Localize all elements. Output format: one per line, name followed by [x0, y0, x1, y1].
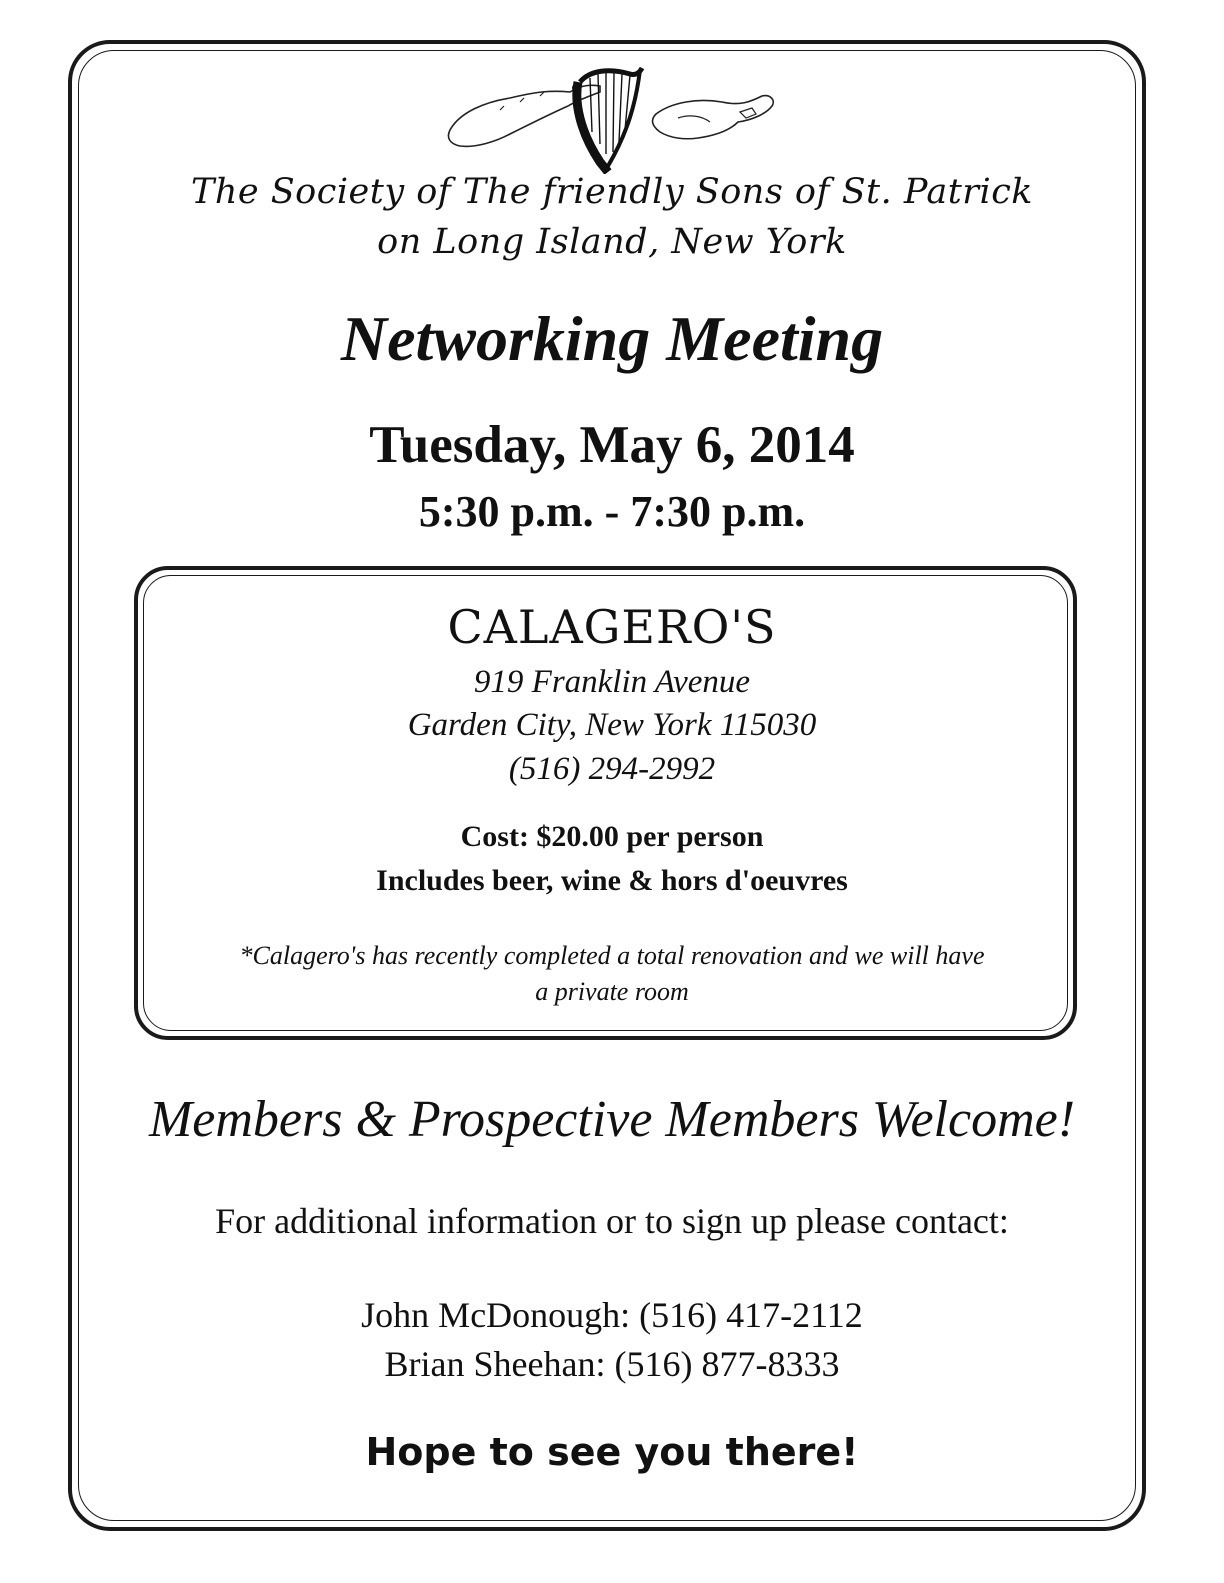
- contact-intro: For additional information or to sign up please contact:: [215, 1201, 1009, 1241]
- venue-street: 919 Franklin Avenue: [473, 664, 751, 700]
- event-date: Tuesday, May 6, 2014: [369, 416, 855, 474]
- contact-person: John McDonough: (516) 417-2112: [361, 1295, 863, 1335]
- renovation-note: *Calagero's has recently completed a total renovation and we will have a private room: [239, 941, 985, 1006]
- venue-phone: (516) 294-2992: [508, 751, 716, 787]
- closing-message: Hope to see you there!: [365, 1430, 859, 1474]
- welcome-message: Members & Prospective Members Welcome!: [148, 1091, 1076, 1148]
- harp-over-long-island-map-icon: [440, 62, 790, 174]
- venue-name: CALAGERO'S: [447, 600, 777, 654]
- venue-city: Garden City, New York 115030: [407, 707, 817, 743]
- event-title: Networking Meeting: [340, 303, 884, 374]
- contact-person: Brian Sheehan: (516) 877-8333: [384, 1344, 840, 1384]
- event-cost: Cost: $20.00 per person: [460, 820, 764, 853]
- event-includes: Includes beer, wine & hors d'oeuvres: [376, 864, 848, 897]
- organization-name: The Society of The friendly Sons of St. Patrick: [190, 172, 1034, 212]
- event-time: 5:30 p.m. - 7:30 p.m.: [418, 487, 806, 536]
- organization-location: on Long Island, New York: [377, 222, 847, 262]
